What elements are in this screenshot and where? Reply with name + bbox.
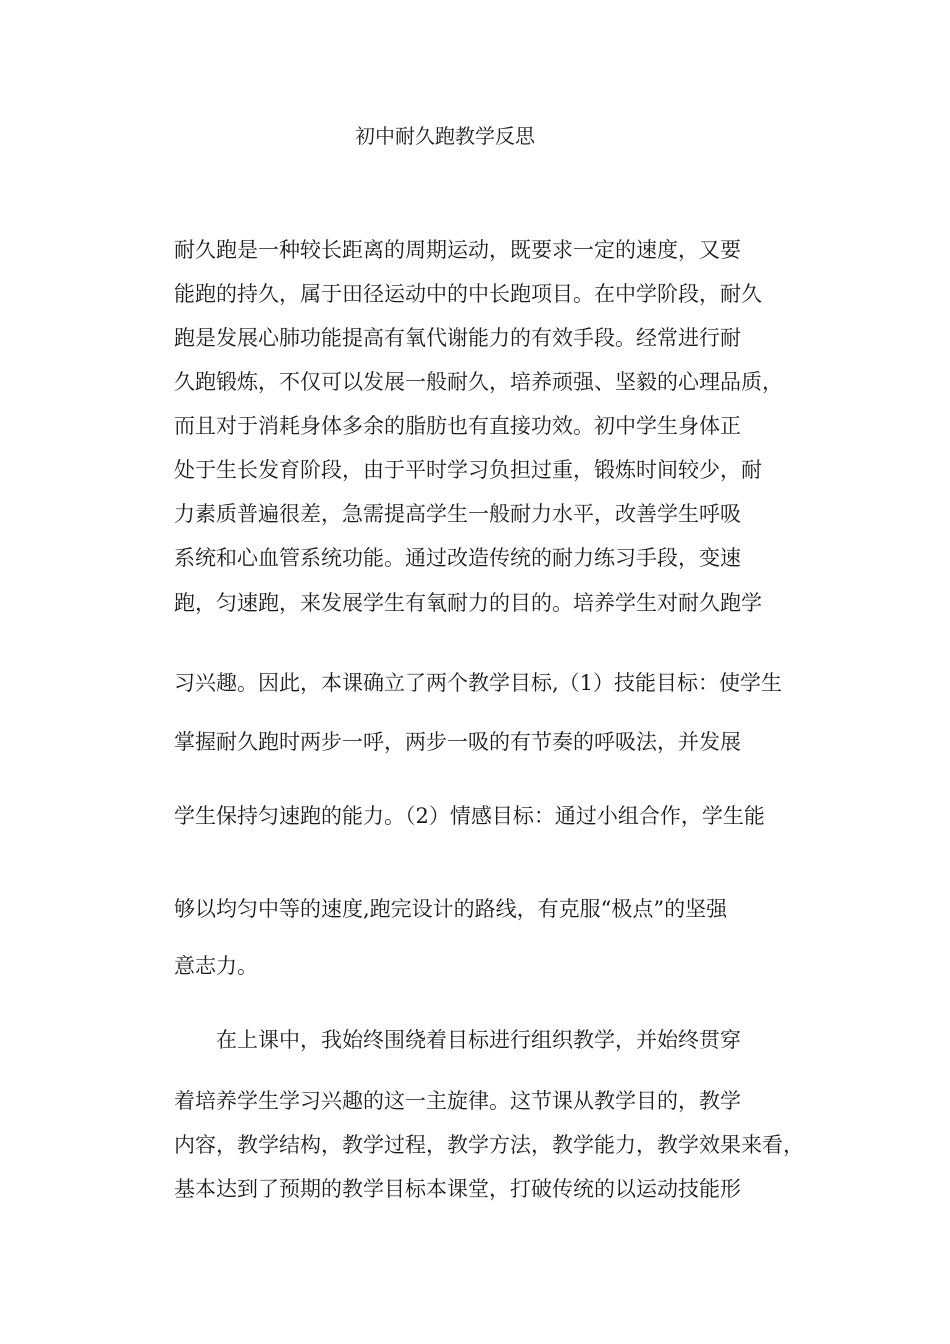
paragraph-line: 跑，匀速跑，来发展学生有氧耐力的目的。培养学生对耐久跑学 bbox=[174, 591, 762, 615]
paragraph-line: 意志力。 bbox=[174, 954, 258, 978]
paragraph-line: 系统和心血管系统功能。通过改造传统的耐力练习手段，变速 bbox=[174, 546, 741, 570]
paragraph-line: 耐久跑是一种较长距离的周期运动，既要求一定的速度，又要 bbox=[174, 238, 741, 262]
document-title: 初中耐久跑教学反思 bbox=[355, 124, 535, 148]
paragraph-line: 跑是发展心肺功能提高有氧代谢能力的有效手段。经常进行耐 bbox=[174, 326, 741, 350]
paragraph-line: 而且对于消耗身体多余的脂肪也有直接功效。初中学生身体正 bbox=[174, 414, 741, 438]
paragraph-line: 够以均匀中等的速度,跑完设计的路线，有克服“极点”的坚强 bbox=[174, 897, 728, 921]
paragraph-line: 在上课中，我始终围绕着目标进行组织教学，并始终贯穿 bbox=[216, 1028, 741, 1052]
paragraph-line: 能跑的持久，属于田径运动中的中长跑项目。在中学阶段，耐久 bbox=[174, 282, 762, 306]
paragraph-line: 学生保持匀速跑的能力。（2）情感目标：通过小组合作，学生能 bbox=[174, 804, 765, 828]
paragraph-line: 习兴趣。因此，本课确立了两个教学目标,（1）技能目标：使学生 bbox=[174, 671, 783, 695]
paragraph-line: 内容，教学结构，教学过程，教学方法，教学能力，教学效果来看， bbox=[174, 1133, 804, 1157]
paragraph-line: 掌握耐久跑时两步一呼，两步一吸的有节奏的呼吸法，并发展 bbox=[174, 730, 741, 754]
paragraph-line: 力素质普遍很差，急需提高学生一般耐力水平，改善学生呼吸 bbox=[174, 502, 741, 526]
paragraph-line: 久跑锻炼，不仅可以发展一般耐久，培养顽强、坚毅的心理品质， bbox=[174, 370, 783, 394]
paragraph-line: 处于生长发育阶段，由于平时学习负担过重，锻炼时间较少，耐 bbox=[174, 458, 762, 482]
paragraph-line: 着培养学生学习兴趣的这一主旋律。这节课从教学目的，教学 bbox=[174, 1089, 741, 1113]
paragraph-line: 基本达到了预期的教学目标本课堂，打破传统的以运动技能形 bbox=[174, 1177, 741, 1201]
